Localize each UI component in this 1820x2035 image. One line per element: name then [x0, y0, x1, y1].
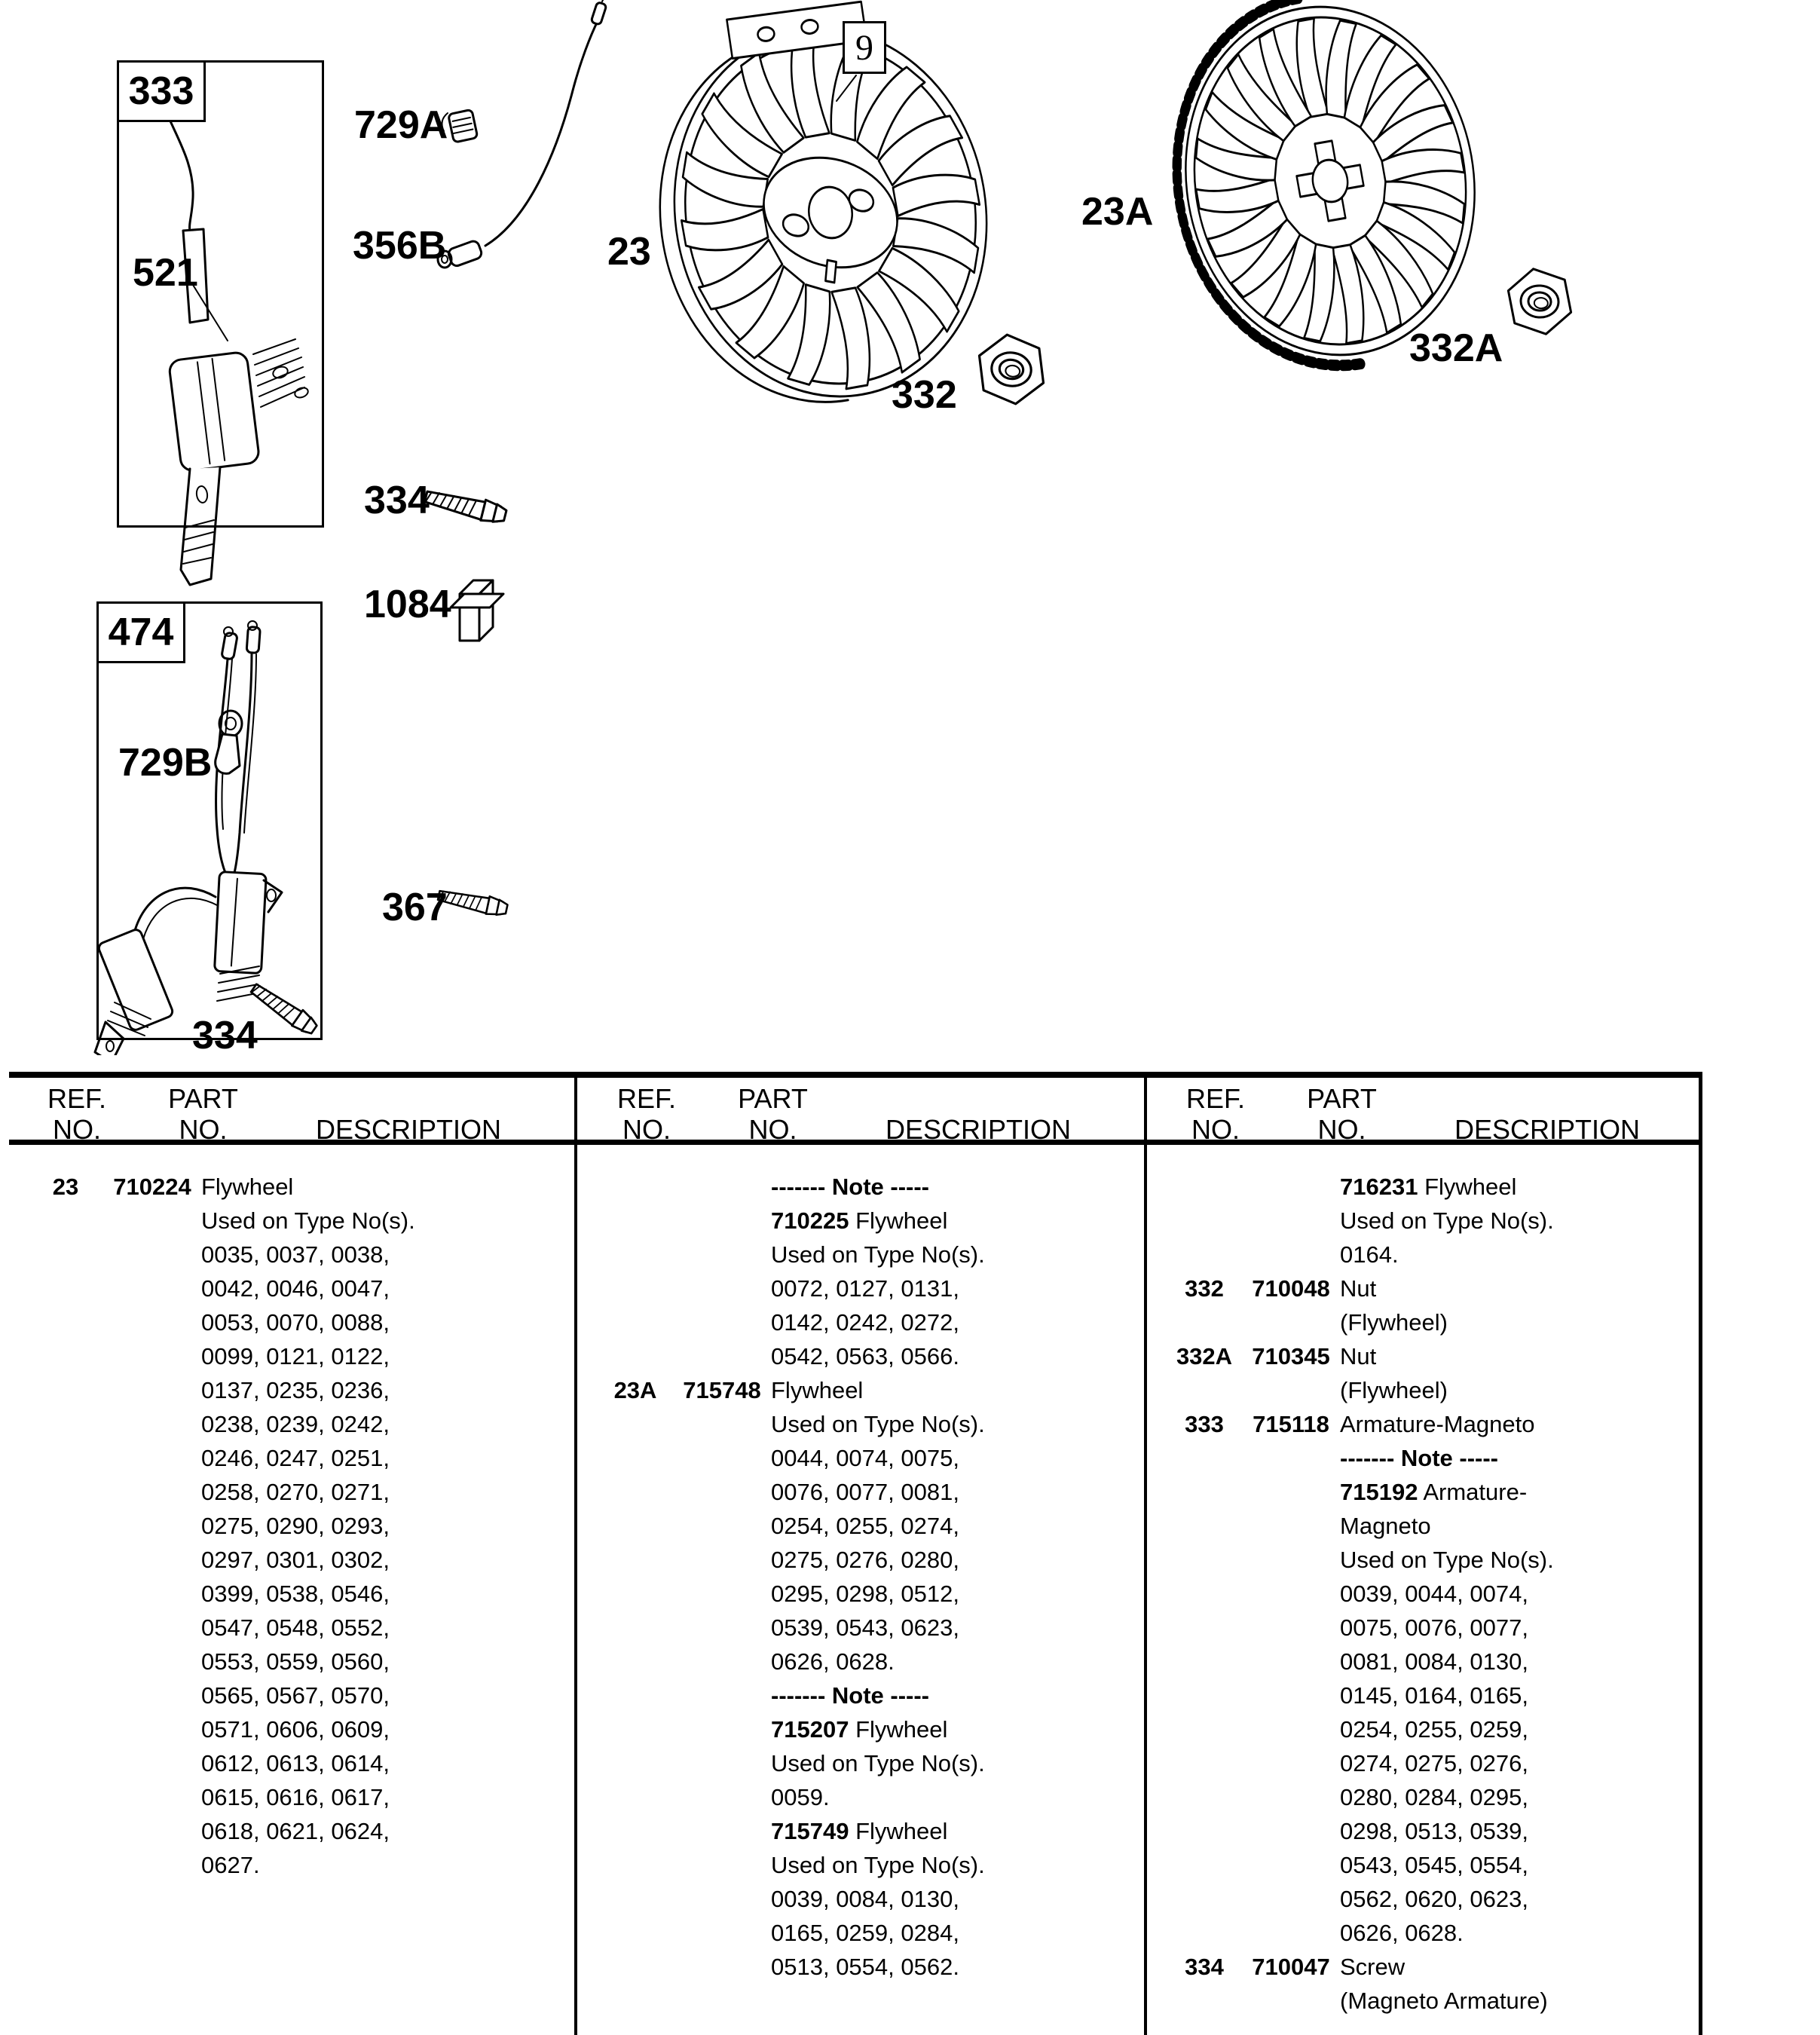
description-cell: 0539, 0543, 0623,: [771, 1614, 959, 1641]
table-row: [9, 1645, 567, 1678]
table-column-group-1: [9, 1170, 567, 1882]
description-cell: 0562, 0620, 0623,: [1340, 1886, 1528, 1912]
callout-367: 367: [382, 886, 448, 929]
description-cell: Flywheel: [771, 1377, 864, 1403]
table-row: [1148, 1780, 1693, 1814]
table-row: [579, 1577, 1136, 1611]
callout-356b: 356B: [353, 224, 447, 268]
table-row: [579, 1950, 1136, 1984]
description-cell: 0571, 0606, 0609,: [201, 1716, 390, 1743]
table-row: [579, 1678, 1136, 1712]
table-row: [1148, 1543, 1693, 1577]
table-row: [1148, 1746, 1693, 1780]
header-description: DESCRIPTION: [885, 1114, 1072, 1145]
description-cell: ------- Note -----: [1340, 1445, 1498, 1471]
description-cell: ------- Note -----: [771, 1682, 929, 1709]
table-row: [579, 1441, 1136, 1475]
table-row: [9, 1170, 567, 1204]
description-cell: (Flywheel): [1340, 1309, 1448, 1336]
description-cell: 0044, 0074, 0075,: [771, 1445, 959, 1471]
table-row: [9, 1204, 567, 1238]
table-row: [1148, 1238, 1693, 1271]
description-cell: 0513, 0554, 0562.: [771, 1954, 959, 1980]
header-ref-no: NO.: [52, 1114, 101, 1145]
description-cell: 0246, 0247, 0251,: [201, 1445, 390, 1471]
description-cell: Used on Type No(s).: [771, 1852, 985, 1878]
table-row: [1148, 1204, 1693, 1238]
part-no-cell: 715748: [683, 1377, 761, 1403]
description-cell: 0137, 0235, 0236,: [201, 1377, 390, 1403]
header-description: DESCRIPTION: [315, 1114, 502, 1145]
group-box-474: [96, 601, 323, 1040]
header-description: DESCRIPTION: [1454, 1114, 1641, 1145]
description-cell: 0059.: [771, 1784, 830, 1810]
table-row: [579, 1204, 1136, 1238]
header-part-no: NO.: [1317, 1114, 1366, 1145]
flywheel-23-drawing: [627, 0, 1016, 427]
table-row: [9, 1848, 567, 1882]
callout-729a: 729A: [354, 103, 448, 147]
description-cell: 0565, 0567, 0570,: [201, 1682, 390, 1709]
description-cell: 715207 Flywheel: [771, 1716, 948, 1743]
table-row: [1148, 1645, 1693, 1678]
description-cell: Used on Type No(s).: [771, 1411, 985, 1437]
description-cell: 0075, 0076, 0077,: [1340, 1614, 1528, 1641]
description-cell: 0274, 0275, 0276,: [1340, 1750, 1528, 1776]
table-row: [1148, 1984, 1693, 2018]
description-cell: Used on Type No(s).: [771, 1750, 985, 1776]
description-cell: 0280, 0284, 0295,: [1340, 1784, 1528, 1810]
header-ref: REF.: [1185, 1083, 1245, 1114]
part-no-cell: 710047: [1252, 1954, 1330, 1980]
callout-334-bottom: 334: [192, 1014, 258, 1057]
part-no-cell: 710048: [1252, 1275, 1330, 1302]
ref-no-cell: 23A: [613, 1377, 657, 1403]
table-row: [1148, 1848, 1693, 1882]
description-cell: 0295, 0298, 0512,: [771, 1581, 959, 1607]
description-cell: 0145, 0164, 0165,: [1340, 1682, 1528, 1709]
table-row: [1148, 1882, 1693, 1916]
description-cell: 0165, 0259, 0284,: [771, 1920, 959, 1946]
screw-334-top-drawing: [424, 485, 508, 525]
description-cell: Used on Type No(s).: [1340, 1207, 1554, 1234]
callout-9-box: 9: [843, 21, 886, 74]
description-cell: Flywheel: [201, 1174, 294, 1200]
description-cell: Armature-Magneto: [1340, 1411, 1535, 1437]
table-row: [1148, 1950, 1693, 1984]
description-cell: 0542, 0563, 0566.: [771, 1343, 959, 1369]
description-cell: 716231 Flywheel: [1340, 1174, 1517, 1200]
part-no-cell: 715118: [1253, 1411, 1329, 1437]
table-row: [9, 1271, 567, 1305]
table-row: [1148, 1678, 1693, 1712]
table-row: [579, 1170, 1136, 1204]
table-row: [1148, 1305, 1693, 1339]
description-cell: 0618, 0621, 0624,: [201, 1818, 390, 1844]
table-row: [9, 1407, 567, 1441]
description-cell: 0297, 0301, 0302,: [201, 1547, 390, 1573]
table-row: [9, 1543, 567, 1577]
table-row: [1148, 1475, 1693, 1509]
table-row: [9, 1509, 567, 1543]
table-row: [579, 1611, 1136, 1645]
table-row: [1148, 1916, 1693, 1950]
description-cell: 0543, 0545, 0554,: [1340, 1852, 1528, 1878]
table-row: [1148, 1441, 1693, 1475]
table-row: [579, 1645, 1136, 1678]
table-row: [579, 1814, 1136, 1848]
table-row: [9, 1712, 567, 1746]
callout-23: 23: [607, 230, 651, 274]
table-row: [9, 1238, 567, 1271]
description-cell: Used on Type No(s).: [771, 1241, 985, 1268]
terminal-1084-drawing: [451, 580, 503, 641]
header-part-no: NO.: [179, 1114, 228, 1145]
description-cell: 0164.: [1340, 1241, 1399, 1268]
table-divider-1: [574, 1072, 577, 2035]
table-row: [579, 1780, 1136, 1814]
description-cell: 715192 Armature-: [1340, 1479, 1528, 1505]
header-part: PART: [168, 1083, 238, 1114]
group-box-474-label: 474: [96, 601, 185, 663]
table-row: [1148, 1271, 1693, 1305]
table-right-rule: [1699, 1072, 1702, 2035]
description-cell: 0053, 0070, 0088,: [201, 1309, 390, 1336]
table-row: [9, 1678, 567, 1712]
table-row: [1148, 1611, 1693, 1645]
description-cell: 0039, 0084, 0130,: [771, 1886, 959, 1912]
ref-no-cell: 332A: [1176, 1343, 1233, 1369]
table-row: [9, 1814, 567, 1848]
table-row: [9, 1475, 567, 1509]
table-row: [1148, 1170, 1693, 1204]
callout-23a: 23A: [1081, 190, 1154, 234]
header-part-no: NO.: [748, 1114, 797, 1145]
description-cell: Used on Type No(s).: [1340, 1547, 1554, 1573]
table-row: [9, 1746, 567, 1780]
description-cell: 0042, 0046, 0047,: [201, 1275, 390, 1302]
table-row: [579, 1271, 1136, 1305]
callout-729b: 729B: [118, 741, 213, 785]
nut-332a-drawing: [1506, 268, 1574, 336]
table-row: [579, 1882, 1136, 1916]
table-row: [579, 1712, 1136, 1746]
description-cell: 0275, 0290, 0293,: [201, 1513, 390, 1539]
table-row: [1148, 1577, 1693, 1611]
table-row: [579, 1373, 1136, 1407]
description-cell: Magneto: [1340, 1513, 1431, 1539]
description-cell: (Magneto Armature): [1340, 1988, 1548, 2014]
table-divider-2: [1144, 1072, 1147, 2035]
ref-no-cell: 333: [1185, 1411, 1224, 1437]
table-row: [9, 1611, 567, 1645]
description-cell: 0238, 0239, 0242,: [201, 1411, 390, 1437]
table-row: [579, 1305, 1136, 1339]
header-part: PART: [738, 1083, 808, 1114]
description-cell: 0039, 0044, 0074,: [1340, 1581, 1528, 1607]
header-ref-no: NO.: [1191, 1114, 1240, 1145]
screw-367-drawing: [437, 886, 509, 918]
table-row: [1148, 1373, 1693, 1407]
description-cell: 0612, 0613, 0614,: [201, 1750, 390, 1776]
ref-no-cell: 334: [1185, 1954, 1224, 1980]
description-cell: 0254, 0255, 0259,: [1340, 1716, 1528, 1743]
table-top-rule: [9, 1072, 1702, 1078]
description-cell: 0072, 0127, 0131,: [771, 1275, 959, 1302]
description-cell: 715749 Flywheel: [771, 1818, 948, 1844]
table-row: [9, 1780, 567, 1814]
description-cell: 0553, 0559, 0560,: [201, 1648, 390, 1675]
description-cell: Nut: [1340, 1275, 1377, 1302]
description-cell: 0099, 0121, 0122,: [201, 1343, 390, 1369]
table-row: [1148, 1339, 1693, 1373]
table-row: [579, 1916, 1136, 1950]
description-cell: 0142, 0242, 0272,: [771, 1309, 959, 1336]
header-ref: REF.: [47, 1083, 106, 1114]
description-cell: 0615, 0616, 0617,: [201, 1784, 390, 1810]
table-row: [579, 1339, 1136, 1373]
table-row: [579, 1407, 1136, 1441]
callout-521: 521: [133, 251, 198, 295]
description-cell: 0627.: [201, 1852, 260, 1878]
table-row: [579, 1509, 1136, 1543]
description-cell: Screw: [1340, 1954, 1406, 1980]
callout-332: 332: [892, 373, 957, 417]
nut-332-drawing: [974, 332, 1050, 408]
description-cell: 0254, 0255, 0274,: [771, 1513, 959, 1539]
description-cell: 0035, 0037, 0038,: [201, 1241, 390, 1268]
description-cell: 0081, 0084, 0130,: [1340, 1648, 1528, 1675]
table-row: [579, 1475, 1136, 1509]
callout-334-top: 334: [364, 479, 430, 522]
table-row: [579, 1848, 1136, 1882]
table-row: [1148, 1407, 1693, 1441]
description-cell: 0626, 0628.: [771, 1648, 895, 1675]
description-cell: Used on Type No(s).: [201, 1207, 415, 1234]
table-column-group-2: [579, 1170, 1136, 1984]
ref-no-cell: 332: [1185, 1275, 1224, 1302]
description-cell: 0258, 0270, 0271,: [201, 1479, 390, 1505]
table-row: [1148, 1814, 1693, 1848]
description-cell: 710225 Flywheel: [771, 1207, 948, 1234]
description-cell: (Flywheel): [1340, 1377, 1448, 1403]
table-row: [579, 1746, 1136, 1780]
description-cell: 0626, 0628.: [1340, 1920, 1464, 1946]
table-row: [579, 1543, 1136, 1577]
description-cell: 0275, 0276, 0280,: [771, 1547, 959, 1573]
table-row: [9, 1373, 567, 1407]
description-cell: Nut: [1340, 1343, 1377, 1369]
ref-no-cell: 23: [52, 1174, 79, 1200]
description-cell: 0547, 0548, 0552,: [201, 1614, 390, 1641]
table-row: [9, 1577, 567, 1611]
header-ref-no: NO.: [622, 1114, 671, 1145]
callout-332a: 332A: [1409, 326, 1503, 370]
description-cell: 0076, 0077, 0081,: [771, 1479, 959, 1505]
part-no-cell: 710345: [1252, 1343, 1330, 1369]
table-row: [1148, 1509, 1693, 1543]
table-column-group-3: [1148, 1170, 1693, 2018]
table-row: [9, 1305, 567, 1339]
header-ref: REF.: [616, 1083, 676, 1114]
table-row: [579, 1238, 1136, 1271]
callout-1084: 1084: [364, 583, 451, 626]
header-part: PART: [1307, 1083, 1377, 1114]
description-cell: 0399, 0538, 0546,: [201, 1581, 390, 1607]
part-no-cell: 710224: [113, 1174, 191, 1200]
table-row: [1148, 1712, 1693, 1746]
table-row: [9, 1441, 567, 1475]
table-row: [9, 1339, 567, 1373]
description-cell: 0298, 0513, 0539,: [1340, 1818, 1528, 1844]
description-cell: ------- Note -----: [771, 1174, 929, 1200]
group-box-333-label: 333: [117, 60, 206, 122]
